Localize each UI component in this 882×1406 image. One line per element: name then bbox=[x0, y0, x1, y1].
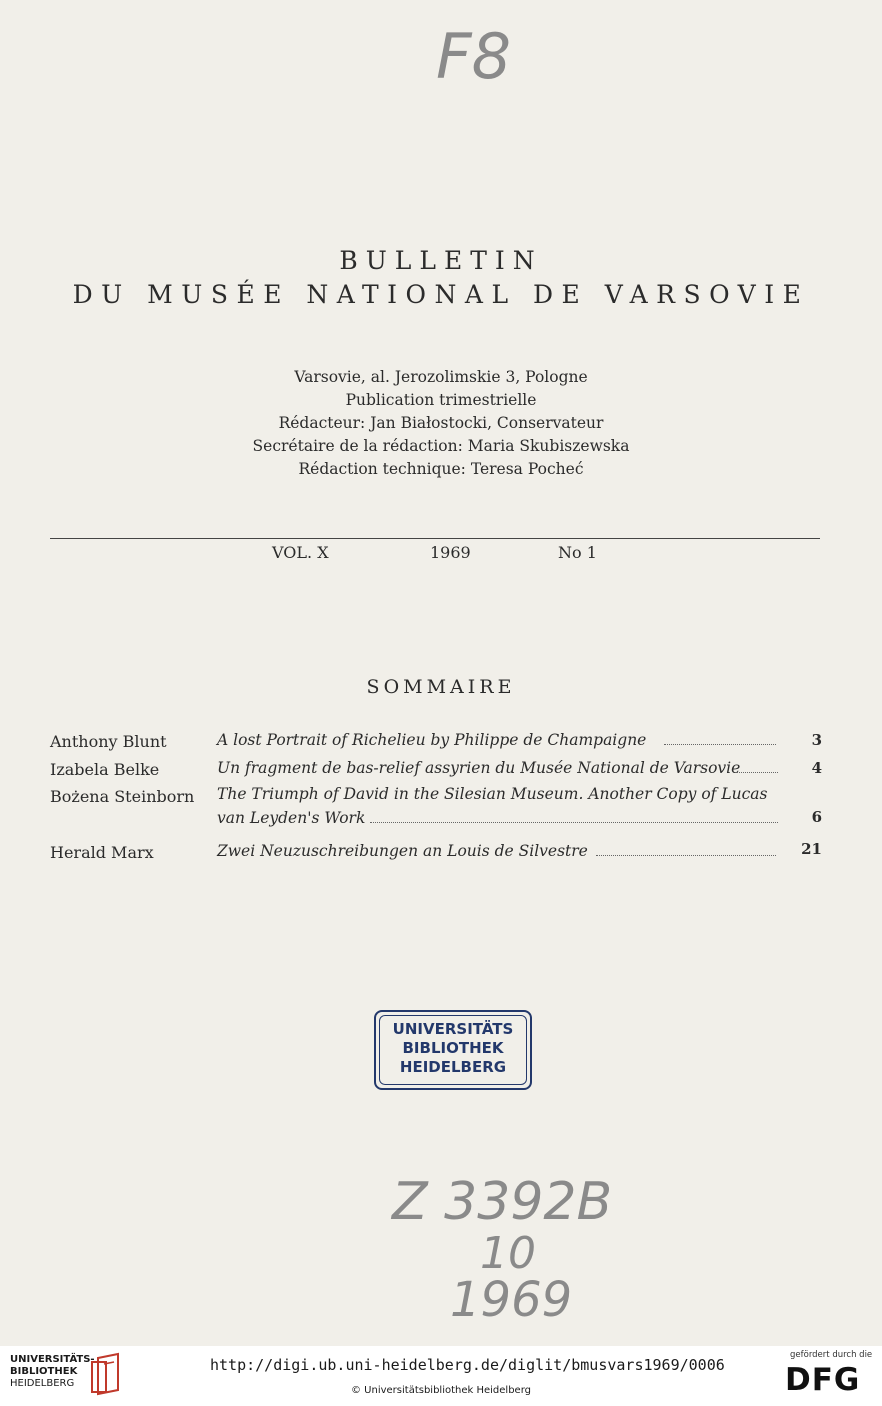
publisher-address: Varsovie, al. Jerozolimskie 3, Pologne bbox=[294, 368, 588, 386]
entry-author: Herald Marx bbox=[50, 843, 154, 862]
entry-title: A lost Portrait of Richelieu by Philippe de Champaigne bbox=[217, 731, 647, 749]
issue-number: No 1 bbox=[558, 543, 597, 562]
funding-note: gefördert durch die bbox=[790, 1350, 873, 1360]
issue-volume: VOL. X bbox=[272, 543, 329, 562]
leader-dots bbox=[736, 772, 778, 773]
stamp-line3: HEIDELBERG bbox=[399, 1058, 507, 1076]
stamp-line2: BIBLIOTHEK bbox=[402, 1039, 504, 1057]
contents-heading: SOMMAIRE bbox=[366, 676, 516, 698]
leader-dots bbox=[664, 744, 776, 745]
entry-title: Un fragment de bas-relief assyrien du Musée National de Varsovie bbox=[217, 759, 741, 777]
leader-dots bbox=[596, 855, 776, 856]
bulletin-title: BULLETIN bbox=[339, 246, 543, 275]
logo-line2: BIBLIOTHEK bbox=[10, 1366, 78, 1377]
source-url-link[interactable]: http://digi.ub.uni-heidelberg.de/diglit/bmusvars1969/0006 bbox=[210, 1356, 725, 1374]
logo-line1: UNIVERSITÄTS- bbox=[10, 1354, 95, 1365]
stamp-line1: UNIVERSITÄTS bbox=[392, 1020, 514, 1038]
dfg-logo: DFG bbox=[785, 1362, 861, 1398]
technical-editor-line: Rédaction technique: Teresa Pocheć bbox=[298, 460, 584, 478]
footer-bar bbox=[0, 1346, 882, 1406]
entry-title-continued: van Leyden's Work bbox=[217, 809, 366, 827]
divider-rule bbox=[50, 538, 820, 539]
publication-frequency: Publication trimestrielle bbox=[345, 391, 537, 409]
leader-dots bbox=[370, 822, 778, 823]
entry-title: The Triumph of David in the Silesian Museum. Another Copy of Lucas bbox=[217, 785, 768, 803]
copyright-notice: © Universitätsbibliothek Heidelberg bbox=[350, 1385, 531, 1396]
entry-page: 3 bbox=[811, 731, 822, 749]
entry-author: Izabela Belke bbox=[50, 760, 160, 779]
handwritten-mark: F8 bbox=[436, 20, 512, 93]
secretary-line: Secrétaire de la rédaction: Maria Skubiszewska bbox=[252, 437, 630, 455]
issue-year: 1969 bbox=[430, 543, 471, 562]
library-stamp bbox=[374, 1010, 532, 1090]
entry-title: Zwei Neuzuschreibungen an Louis de Silvestre bbox=[217, 842, 588, 860]
entry-page: 6 bbox=[811, 808, 822, 826]
logo-line3: HEIDELBERG bbox=[10, 1378, 75, 1389]
entry-page: 4 bbox=[811, 759, 822, 777]
entry-author: Anthony Blunt bbox=[50, 732, 167, 751]
editor-line: Rédacteur: Jan Białostocki, Conservateur bbox=[278, 414, 604, 432]
entry-page: 21 bbox=[801, 840, 822, 858]
handwritten-year: 1969 bbox=[450, 1272, 573, 1328]
entry-author: Bożena Steinborn bbox=[50, 787, 195, 806]
handwritten-call-number: Z 3392B bbox=[392, 1172, 613, 1232]
handwritten-volume: 10 bbox=[480, 1228, 536, 1279]
museum-title: DU MUSÉE NATIONAL DE VARSOVIE bbox=[72, 280, 810, 309]
